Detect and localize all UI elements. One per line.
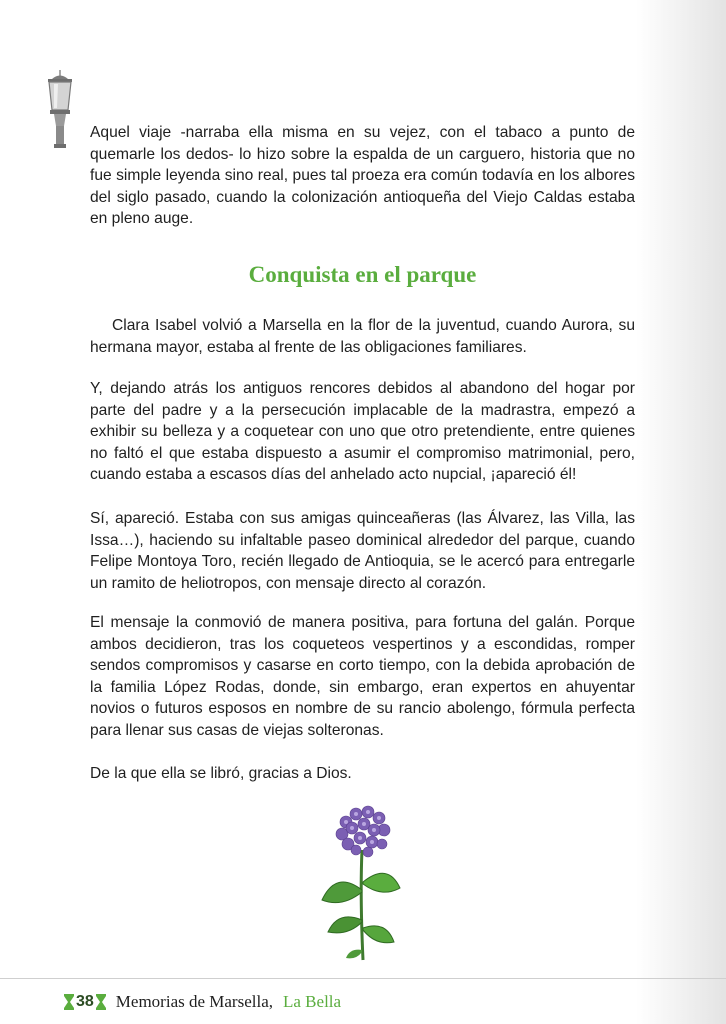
paragraph-3: Sí, apareció. Estaba con sus amigas quinceañeras (las Álvarez, las Villa, las Issa…), haciendo su infaltable paseo dominical alrededor del parque, cuando Felipe Montoya Toro, recién llegado de Antioquia, se le acercó para entregarle un ramito de heliotropos, con mensaje directo al corazón. xyxy=(90,510,635,592)
page-number-group xyxy=(64,993,106,1011)
paragraph-1: Clara Isabel volvió a Marsella en la flor de la juventud, cuando Aurora, su hermana mayor, estaba al frente de las obligaciones familiares. xyxy=(90,317,635,356)
footer-divider xyxy=(0,978,726,979)
page-number: 38 xyxy=(76,993,94,1010)
heliotrope-flower-illustration xyxy=(316,800,406,965)
paragraph-4: El mensaje la conmovió de manera positiva, para fortuna del galán. Porque ambos decidieron, tras los coqueteos vespertinos y a escondidas, romper sendos compromisos y casarse en corto tiempo, con la debida aprobación de la familia López Rodas, donde, sin embargo, eran expertos en ahuyentar novios o futuros esposos en nombre de su rancio abolengo, fórmula perfecta para llenar sus casas de viejas solteronas. xyxy=(90,614,635,739)
section-heading: Conquista en el parque xyxy=(248,262,477,287)
intro-paragraph: Aquel viaje -narraba ella misma en su vejez, con el tabaco a punto de quemarle los dedos- lo hizo sobre la espalda de un carguero, historia que no fue simple leyenda sino real, pues tal proeza era común todavía en los albores del siglo pasado, cuando la colonización antioqueña del Viejo Caldas estaba en pleno auge. xyxy=(90,124,635,228)
paragraph-2: Y, dejando atrás los antiguos rencores debidos al abandono del hogar por parte del padre y a la persecución implacable de la madrastra, empezó a exhibir su belleza y a coquetear con uno que otro pretendiente, entre quienes no faltó el que estaba dispuesto a asumir el compromiso matrimonial, pero, cuando estaba a escasos días del anhelado acto nupcial, ¡apareció él! xyxy=(90,380,635,484)
street-lamp-icon xyxy=(42,70,78,150)
hourglass-ornament-icon xyxy=(64,994,74,1010)
page-footer xyxy=(64,990,341,1014)
book-title: Memorias de Marsella, xyxy=(115,992,273,1011)
book-subtitle: La Bella xyxy=(283,992,342,1011)
paragraph-5: De la que ella se libró, gracias a Dios. xyxy=(90,765,352,782)
page-edge-shadow xyxy=(636,0,726,1024)
hourglass-ornament-icon xyxy=(96,994,106,1010)
